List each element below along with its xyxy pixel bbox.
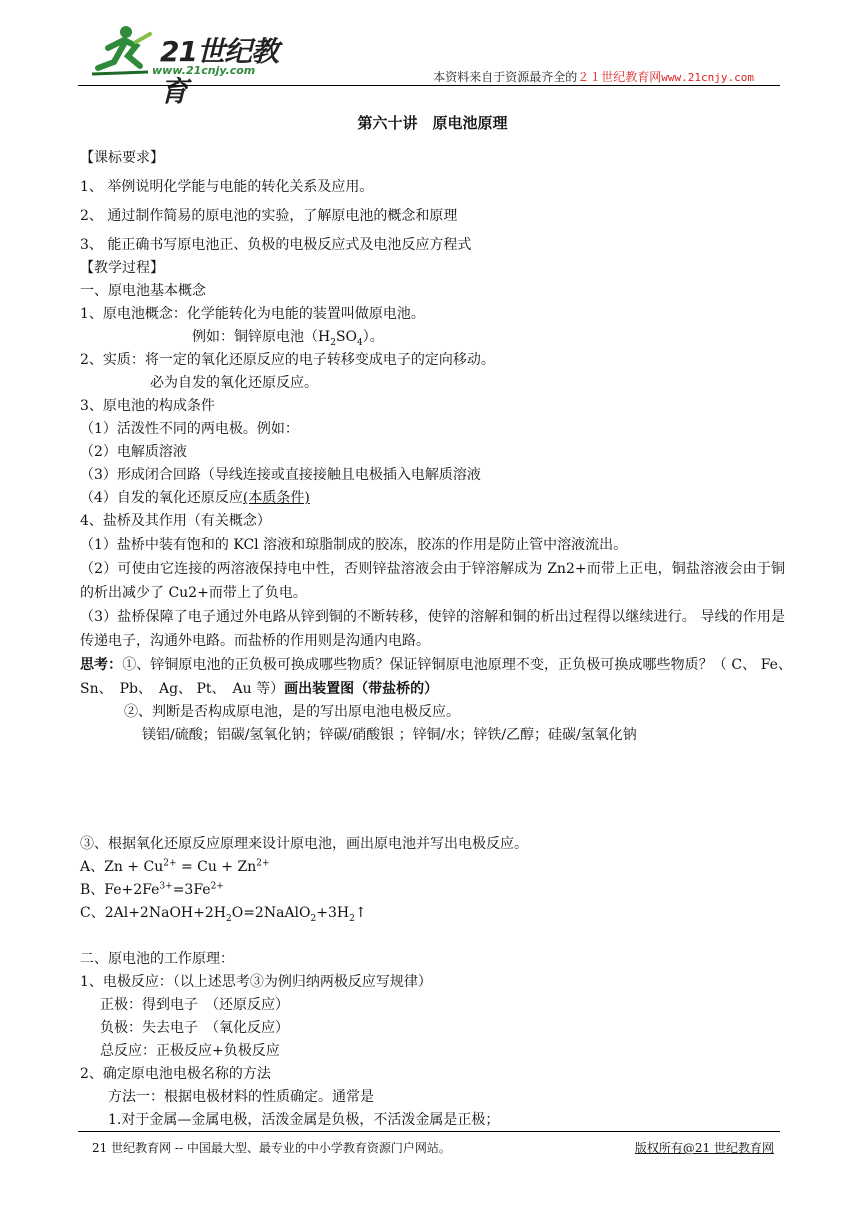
text-line: 正极：得到电子 （还原反应） [100,997,289,1013]
text-line: （1）盐桥中装有饱和的 KCl 溶液和琼脂制成的胶冻，胶冻的作用是防止管中溶液流出。 [80,537,628,553]
text-line: ②、判断是否构成原电池，是的写出原电池电极反应。 [124,704,460,720]
essential-condition: (本质条件) [242,490,310,506]
text-line: 一、原电池基本概念 [80,283,206,299]
text-line: 必为自发的氧化还原反应。 [150,375,318,391]
text-paragraph: （2）可使由它连接的两溶液保持电中性，否则锌盐溶液会由于锌溶解成为 Zn2+而带上正电，铜盐溶液会由于铜的析出减少了 Cu2+而带上了负电。 [80,561,785,601]
equation-b: B、$Fe+2Fe^{3+}=3Fe^{2+}$ [80,881,224,898]
page-header [78,22,780,108]
runner-logo-icon [88,22,158,82]
copyright-link[interactable]: 版权所有@21 世纪教育网 [634,1141,774,1155]
footer-text: 21 世纪教育网 -- 中国最大型、最专业的中小学教育资源门户网站。 [92,1141,451,1155]
blank-line [80,925,785,948]
header-divider [78,85,780,86]
text-line: 方法一：根据电极材料的性质确定。通常是 [108,1089,374,1105]
header-note-brand[interactable]: ２１世纪教育网 [577,70,662,84]
equation-c: C、$2Al+2NaOH+2H_2O=2NaAlO_2+3H_2↑$ [80,905,367,924]
text-line: 例如：铜锌原电池$(H_2SO_4)$。 [192,329,384,348]
text-line: 1、原电池概念：化学能转化为电能的装置叫做原电池。 [80,306,425,322]
text-line: 3、 能正确书写原电池正、负极的电极反应式及电池反应方程式 [80,237,472,253]
section-heading: 二、原电池的工作原理： [80,951,234,967]
text-line: 负极：失去电子 （氧化反应） [100,1020,289,1036]
logo-url: www.21cnjy.com [152,64,256,77]
page-title: 第六十讲 原电池原理 [357,114,508,132]
text-paragraph: （3）盐桥保障了电子通过外电路从锌到铜的不断转移，使锌的溶解和铜的析出过程得以继续进行。 导线的作用是传递电子，沟通外电路。而盐桥的作用则是沟通内电路。 [80,609,785,649]
text-line: 3、原电池的构成条件 [80,398,215,414]
text-line: 1、 举例说明化学能与电能的转化关系及应用。 [80,179,374,195]
footer-divider [78,1131,780,1132]
header-note-prefix: 本资料来自于资源最齐全的 [433,70,578,84]
text-line: 4、盐桥及其作用（有关概念） [80,513,271,529]
document-body [80,112,800,1132]
text-line: （4）自发的氧化还原反应(本质条件) [80,490,310,506]
think-question: 思考：①、锌铜原电池的正负极可换成哪些物质？保证锌铜原电池原理不变，正负极可换成哪些物质？（ C、 Fe、 Sn、 Pb、 Ag、 Pt、 Au 等）画出装置图（带盐桥的） [80,657,800,697]
text-line: （3）形成闭合回路（导线连接或直接接触且电极插入电解质溶液 [80,467,481,483]
text-line: 2、实质：将一定的氧化还原反应的电子转移变成电子的定向移动。 [80,352,495,368]
section-heading: 【课标要求】 [80,150,164,166]
text-line: ③、根据氧化还原反应原理来设计原电池，画出原电池并写出电极反应。 [80,836,528,852]
text-line: 1.对于金属—金属电极，活泼金属是负极，不活泼金属是正极； [108,1112,500,1128]
text-line: 2、 通过制作简易的原电池的实验，了解原电池的概念和原理 [80,208,458,224]
logo-text: 21世纪教育 [160,35,278,108]
text-line: 1、电极反应：（以上述思考③为例归纳两极反应写规律） [80,974,432,990]
text-line: 镁铝/硫酸；铝碳/氢氧化钠；锌碳/硝酸银 ；锌铜/水；锌铁/乙醇；硅碳/氢氧化钠 [142,727,637,743]
answer-space [80,747,785,833]
site-logo [88,22,288,108]
text-line: 2、确定原电池电极名称的方法 [80,1066,271,1082]
text-line: （2）电解质溶液 [80,444,187,460]
text-line: 总反应：正极反应+负极反应 [100,1043,280,1059]
text-line: （1）活泼性不同的两电极。例如： [80,421,299,437]
section-heading: 【教学过程】 [80,260,164,276]
header-note [433,68,754,85]
header-note-url[interactable]: www.21cnjy.com [661,71,754,84]
equation-a: A、$Zn + Cu^{2+} = Cu + Zn^{2+}$ [80,858,270,875]
